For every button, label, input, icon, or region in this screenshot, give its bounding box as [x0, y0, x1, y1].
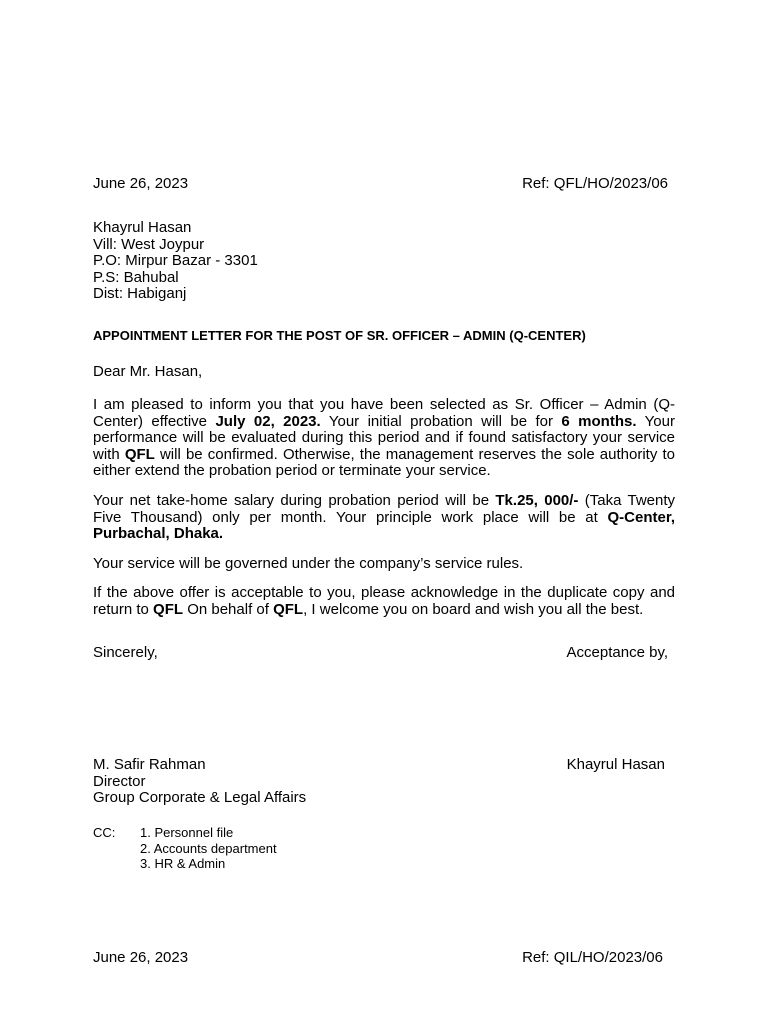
para1-text-4: will be confirmed. Otherwise, the management reserves the sole authority to either extend the probation period or terminate your service.	[93, 445, 675, 479]
para1-text-2: Your initial probation will be for	[320, 412, 562, 430]
para1-text-1: I am pleased to inform you that you have been selected as Sr. Officer – Admin (Q-Center) effective	[93, 396, 675, 430]
duplicate-ref: Ref: QIL/HO/2023/06	[522, 949, 663, 966]
para4-company-1: QFL	[153, 600, 184, 618]
letter-header	[93, 175, 675, 192]
duplicate-date: June 26, 2023	[93, 949, 189, 966]
cc-items	[140, 825, 277, 872]
recipient-ps: P.S: Bahubal	[93, 268, 179, 286]
paragraph-appointment	[93, 397, 675, 480]
cc-item: 3. HR & Admin	[140, 856, 226, 871]
para2-text-2: (Taka Twenty Five Thousand) only per month. Your principle work place will be at	[93, 492, 676, 526]
recipient-dist: Dist: Habiganj	[93, 285, 187, 302]
cc-item: 2. Accounts department	[140, 840, 277, 856]
salutation: Dear Mr. Hasan,	[93, 363, 203, 380]
closing-acceptance: Acceptance by,	[566, 644, 668, 661]
closing-sincerely: Sincerely,	[93, 644, 158, 661]
recipient-po: P.O: Mirpur Bazar - 3301	[93, 252, 258, 269]
para4-company-2: QFL	[273, 600, 304, 618]
closing-row	[93, 644, 675, 661]
para2-text-1: Your net take-home salary during probation period will be	[93, 492, 496, 509]
recipient-vill: Vill: West Joypur	[93, 235, 205, 253]
letter-ref: Ref: QFL/HO/2023/06	[522, 175, 668, 192]
para1-text-3: Your performance will be evaluated during this period and if found satisfactory your service with	[93, 412, 675, 463]
paragraph-service-rules: Your service will be governed under the company’s service rules.	[93, 555, 524, 572]
para2-salary-amount: Tk.25, 000/-	[495, 492, 579, 509]
letter-date: June 26, 2023	[93, 175, 189, 192]
cc-label: CC:	[93, 825, 116, 840]
cc-item: 1. Personnel file	[140, 825, 234, 840]
recipient-name: Khayrul Hasan	[93, 219, 192, 236]
para4-text-2: On behalf of	[183, 600, 274, 618]
duplicate-header	[93, 949, 675, 966]
signatory-name: M. Safir Rahman	[93, 756, 206, 773]
signatory-title: Director	[93, 772, 146, 790]
para1-probation-period: 6 months.	[561, 412, 637, 430]
acceptor-block	[93, 757, 675, 774]
para4-text-3: , I welcome you on board and wish you all the best.	[303, 600, 644, 618]
cc-list	[93, 825, 393, 875]
para1-effective-date: July 02, 2023.	[215, 412, 321, 430]
recipient-address	[93, 220, 675, 303]
letter-subject: APPOINTMENT LETTER FOR THE POST OF SR. OFFICER – ADMIN (Q-CENTER)	[93, 328, 586, 343]
paragraph-salary	[93, 493, 675, 543]
para2-work-place: Q-Center, Purbachal, Dhaka.	[93, 508, 675, 542]
acceptor-name: Khayrul Hasan	[566, 756, 665, 773]
para1-company: QFL	[124, 445, 155, 463]
paragraph-acceptance	[93, 585, 675, 618]
para4-text-1: If the above offer is acceptable to you, please acknowledge in the duplicate copy and return to	[93, 584, 675, 618]
signatory-department: Group Corporate & Legal Affairs	[93, 789, 307, 806]
